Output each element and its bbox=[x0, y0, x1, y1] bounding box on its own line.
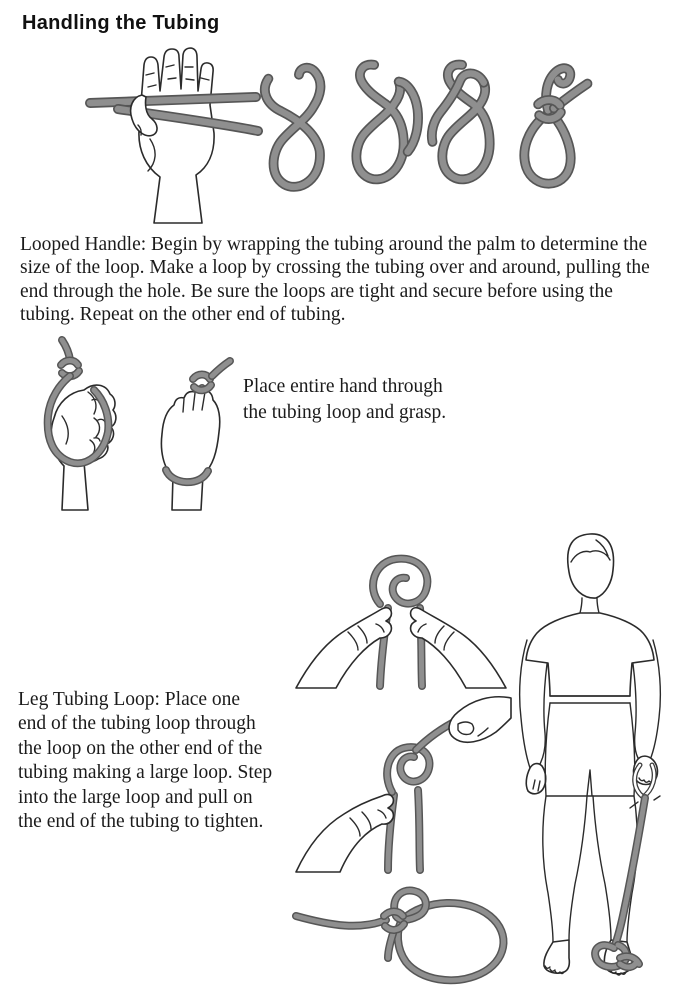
caption-line: Place entire hand through bbox=[243, 376, 443, 397]
knot-step-4-illustration bbox=[504, 55, 594, 205]
standing-person-illustration bbox=[500, 528, 695, 1000]
hands-tying-step-1-illustration bbox=[296, 546, 506, 688]
paragraph-line: end of the tubing loop through bbox=[18, 713, 256, 735]
fist-wrist-loop-illustration bbox=[136, 358, 236, 510]
head-outline bbox=[568, 534, 614, 598]
paragraph-line: end through the hole. Be sure the loops are tight and secure before using the bbox=[20, 280, 613, 302]
page-title: Handling the Tubing bbox=[22, 12, 220, 34]
knot-step-1-figure bbox=[254, 55, 338, 205]
knot-step-4-figure bbox=[504, 55, 594, 205]
shorts-outline bbox=[545, 703, 635, 796]
knot-step-2-figure bbox=[338, 55, 428, 205]
paragraph-line: into the large loop and pull on bbox=[18, 786, 253, 808]
finished-loop-figure bbox=[296, 858, 526, 990]
left-hand-outline bbox=[526, 764, 545, 794]
fist-palm-loop-illustration bbox=[28, 338, 133, 510]
knot-step-1-illustration bbox=[254, 55, 338, 205]
palm-wrap-figure bbox=[88, 45, 260, 225]
finished-loop-illustration bbox=[296, 858, 526, 990]
looped-handle-paragraph bbox=[20, 233, 650, 326]
grasp-caption bbox=[243, 374, 446, 425]
standing-person-figure bbox=[500, 528, 695, 1000]
hands-tying-step-1-figure bbox=[296, 546, 506, 688]
paragraph-line: tubing. Repeat on the other end of tubing. bbox=[20, 303, 346, 325]
waistband bbox=[550, 696, 630, 703]
left-leg-outline bbox=[543, 796, 587, 942]
hands-tying-step-2-figure bbox=[296, 690, 511, 872]
palm-wrap-illustration bbox=[88, 45, 260, 225]
paragraph-line: the loop on the other end of the bbox=[18, 737, 263, 759]
caption-line: the tubing loop and grasp. bbox=[243, 401, 447, 423]
leg-tubing-loop-paragraph bbox=[18, 688, 272, 834]
paragraph-line: size of the loop. Make a loop by crossing the tubing over and around, pulling the bbox=[20, 257, 650, 279]
paragraph-line: the end of the tubing to tighten. bbox=[18, 811, 264, 833]
fist-palm-loop-figure bbox=[28, 338, 133, 510]
hands-tying-step-2-illustration bbox=[296, 690, 511, 872]
knot-step-2-illustration bbox=[338, 55, 428, 205]
paragraph-line: Leg Tubing Loop: Place one bbox=[18, 689, 241, 710]
fist-outline bbox=[161, 390, 219, 510]
fist-wrist-loop-figure bbox=[136, 358, 236, 510]
paragraph-line: Looped Handle: Begin by wrapping the tubing around the palm to determine the bbox=[20, 234, 648, 255]
paragraph-line: tubing making a large loop. Step bbox=[18, 762, 273, 784]
knot-step-3-illustration bbox=[422, 55, 508, 205]
knot-step-3-figure bbox=[422, 55, 508, 205]
